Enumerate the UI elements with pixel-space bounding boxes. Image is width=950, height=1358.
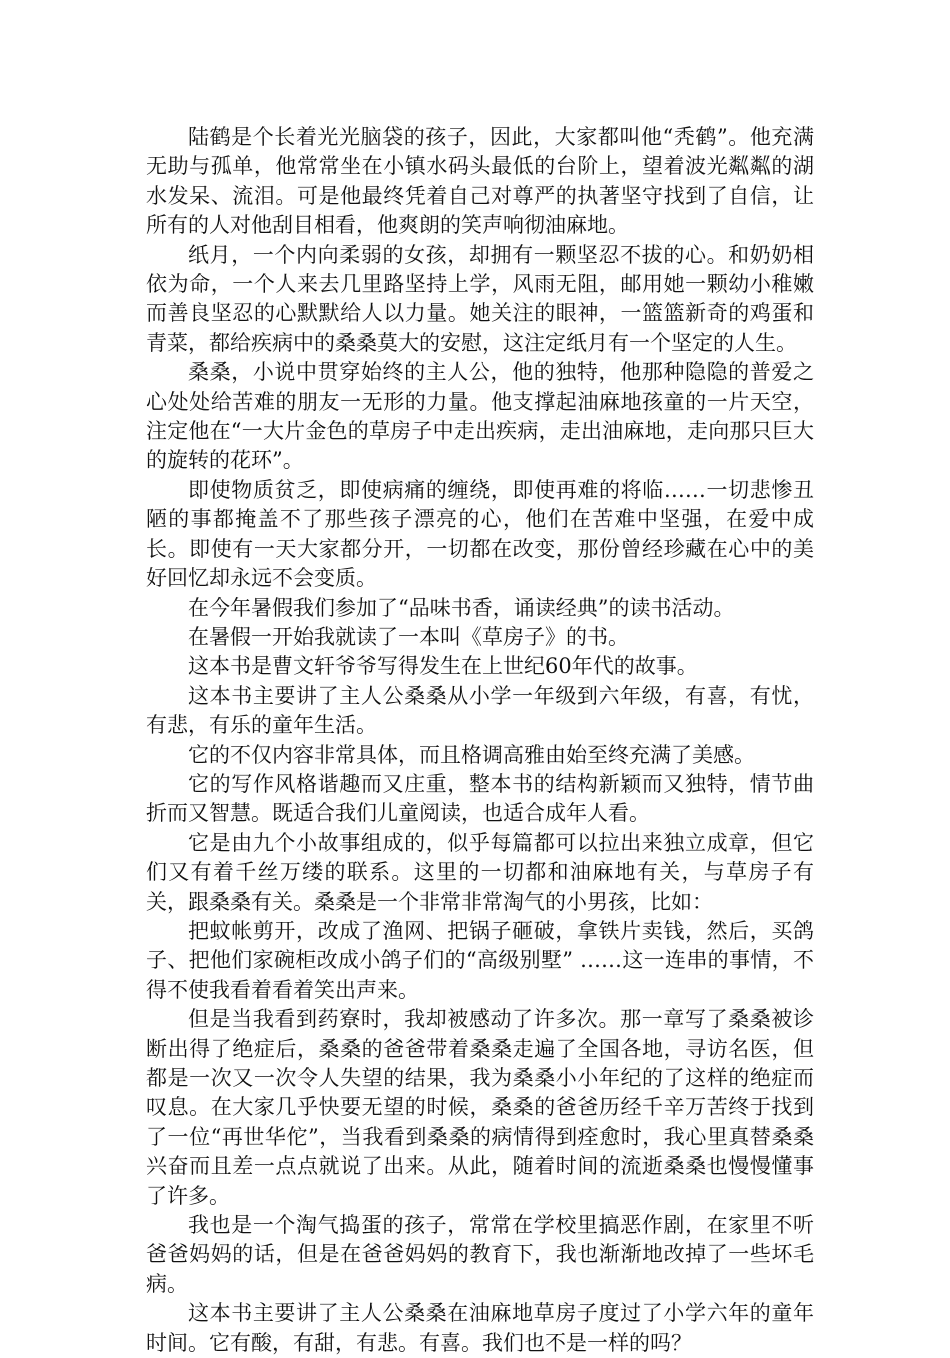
essay-body <box>146 123 814 1358</box>
paragraph-zhi-yue: 纸月，一个内向柔弱的女孩，却拥有一颗坚忍不拔的心。和奶奶相依为命，一个人来去几里路坚持上学，风雨无阻，邮用她一颗幼小稚嫩而善良坚忍的心默默给人以力量。她关注的眼神，一篮篮新奇的鸡蛋和青菜，都给疾病中的桑桑莫大的安慰，这注定纸月有一个坚定的人生。 <box>146 242 814 355</box>
paragraph-content: 它的不仅内容非常具体，而且格调高雅由始至终充满了美感。 <box>188 742 755 767</box>
paragraph-main-story: 这本书主要讲了主人公桑桑从小学一年级到六年级，有喜，有忧，有悲，有乐的童年生活。 <box>146 683 814 738</box>
paragraph-book-read: 在暑假一开始我就读了一本叫《草房子》的书。 <box>188 624 629 649</box>
paragraph-reading-activity: 在今年暑假我们参加了“品味书香，诵读经典”的读书活动。 <box>188 595 735 620</box>
paragraph-conclusion: 这本书主要讲了主人公桑桑在油麻地草房子度过了小学六年的童年时间。它有酸，有甜，有悲。有喜。我们也不是一样的吗？ <box>146 1301 814 1355</box>
paragraph-mischief: 把蚊帐剪开，改成了渔网、把锅子砸破，拿铁片卖钱，然后，买鸽子、把他们家碗柜改成小鸽子们的“高级别墅” ……这一连串的事情，不得不使我看着看着笑出声来。 <box>146 918 814 1002</box>
paragraph-style: 它的写作风格谐趣而又庄重，整本书的结构新颖而又独特，情节曲折而又智慧。既适合我们儿童阅读，也适合成年人看。 <box>146 771 814 826</box>
paragraph-author: 这本书是曹文轩爷爷写得发生在上世纪60年代的故事。 <box>188 654 698 679</box>
paragraph-sang-sang: 桑桑，小说中贯穿始终的主人公，他的独特，他那种隐隐的普爱之心处处给苦难的朋友一无形的力量。他支撑起油麻地孩童的一片天空，注定他在“一大片金色的草房子中走出疾病，走出油麻地，走向那只巨大的旋转的花环”。 <box>146 360 814 473</box>
paragraph-structure: 它是由九个小故事组成的，似乎每篇都可以拉出来独立成章，但它们又有着千丝万缕的联系。这里的一切都和油麻地有关，与草房子有关，跟桑桑有关。桑桑是一个非常非常淘气的小男孩，比如： <box>146 830 814 914</box>
paragraph-self-reflection: 我也是一个淘气捣蛋的孩子，常常在学校里搞恶作剧，在家里不听爸爸妈妈的话，但是在爸爸妈妈的教育下，我也渐渐地改掉了一些坏毛病。 <box>146 1213 814 1296</box>
paragraph-hardship: 即使物质贫乏，即使病痛的缠绕，即使再难的将临……一切悲惨丑陋的事都掩盖不了那些孩子漂亮的心，他们在苦难中坚强，在爱中成长。即使有一天大家都分开，一切都在改变，那份曾经珍藏在心中的美好回忆却永远不会变质。 <box>146 477 814 591</box>
paragraph-lu-he: 陆鹤是个长着光光脑袋的孩子，因此，大家都叫他“秃鹤”。他充满无助与孤单，他常常坐在小镇水码头最低的台阶上，望着波光粼粼的湖水发呆、流泪。可是他最终凭着自己对尊严的执著坚守找到了自信，让所有的人对他刮目相看，他爽朗的笑声响彻油麻地。 <box>146 125 814 238</box>
paragraph-illness: 但是当我看到药寮时，我却被感动了许多次。那一章写了桑桑被诊断出得了绝症后，桑桑的爸爸带着桑桑走遍了全国各地，寻访名医，但都是一次又一次令人失望的结果，我为桑桑小小年纪的了这样的绝症而叹息。在大家几乎快要无望的时候，桑桑的爸爸历经千辛万苦终于找到了一位“再世华佗”，当我看到桑桑的病情得到痊愈时，我心里真替桑桑兴奋而且差一点点就说了出来。从此，随着时间的流逝桑桑也慢慢懂事了许多。 <box>146 1007 814 1208</box>
